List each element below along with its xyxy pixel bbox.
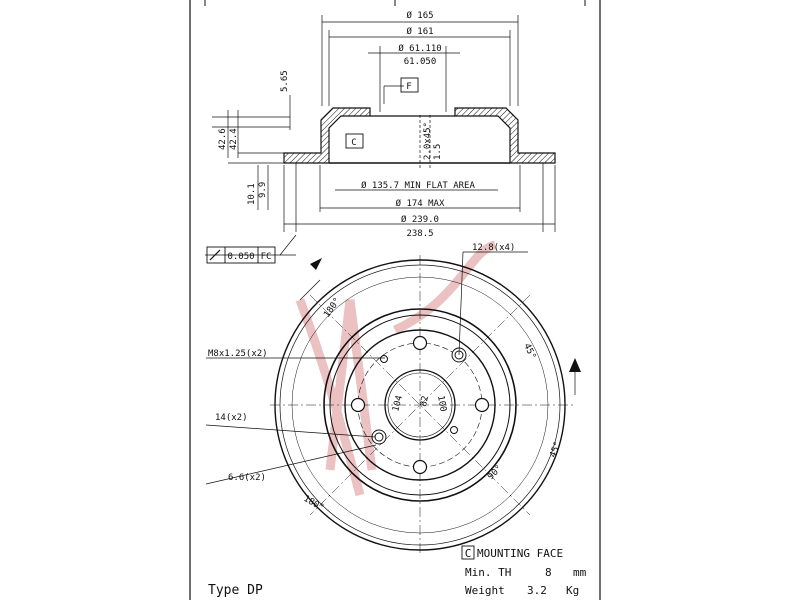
- dia-174: Ø 174 MAX: [395, 199, 445, 209]
- section-dimension-lines: [205, 15, 555, 255]
- weight-value: 3.2: [527, 584, 547, 597]
- angle-45-b: 45°: [548, 440, 564, 460]
- weight-unit: Kg: [566, 584, 580, 597]
- bolt-hole: [414, 337, 427, 350]
- dim-14: 14(x2): [215, 413, 248, 423]
- drawing-frame: [190, 0, 600, 600]
- bolt-hole: [352, 399, 365, 412]
- min-thickness-value: 8: [545, 566, 552, 579]
- mounting-face-label: MOUNTING FACE: [477, 547, 564, 560]
- pcd-104: 104: [391, 394, 406, 413]
- dia-61-110: Ø 61.110: [398, 44, 442, 54]
- dia-239-0: Ø 239.0: [401, 215, 439, 225]
- plan-leader-lines: [206, 252, 575, 484]
- angle-45-a: 45°: [521, 342, 538, 362]
- section-reference-boxes: [207, 78, 418, 263]
- thread-label: M8x1.25(x2): [208, 349, 268, 359]
- type-label: Type DP: [208, 583, 263, 598]
- chamfer-label: 2.0x45°: [423, 122, 433, 160]
- min-thickness-label: Min. TH: [465, 566, 512, 579]
- height-42-6: 42.6: [218, 128, 228, 150]
- weight-label: Weight: [465, 584, 505, 597]
- watermark-logo: [300, 245, 495, 495]
- mounting-face-ref: C: [464, 547, 472, 560]
- dim-6-6: 6.6(x2): [228, 473, 266, 483]
- dia-161: Ø 161: [406, 27, 434, 37]
- flat-area-label: Ø 135.7 MIN FLAT AREA: [361, 181, 475, 191]
- arrow-top-left: [310, 258, 322, 270]
- location-hole: [451, 427, 458, 434]
- tolerance-ref: FC: [260, 252, 272, 262]
- angle-90: 90°: [486, 463, 505, 483]
- drawing-notes: [208, 546, 587, 598]
- bolt-hole: [414, 461, 427, 474]
- arrow-right: [569, 358, 581, 372]
- min-thickness-unit: mm: [573, 566, 587, 579]
- height-1-5: 1.5: [433, 143, 443, 160]
- ref-c: C: [351, 138, 357, 148]
- height-42-4: 42.4: [229, 128, 239, 150]
- ref-f: F: [406, 82, 412, 92]
- pcd-100: 100: [435, 394, 448, 413]
- tolerance-value: 0.050: [227, 252, 255, 262]
- bolt-hole: [476, 399, 489, 412]
- angle-180-top: 180°: [322, 296, 343, 320]
- hat-wall-left: [284, 108, 370, 163]
- dia-165: Ø 165: [406, 11, 434, 21]
- pcd-82: 82: [419, 395, 431, 408]
- thickness-9-9: 9.9: [258, 181, 268, 198]
- dia-238-5: 238.5: [406, 229, 434, 239]
- dia-61-050: 61.050: [403, 57, 437, 67]
- thickness-10-1: 10.1: [247, 183, 257, 205]
- disc-cross-section: [284, 108, 555, 232]
- holes-12-8: 12.8(x4): [472, 243, 516, 253]
- height-5-65: 5.65: [280, 70, 290, 92]
- location-hole: [381, 356, 388, 363]
- plan-labels: [208, 243, 563, 513]
- hat-wall-right: [455, 108, 555, 163]
- angle-180-bottom: 180°: [301, 493, 326, 514]
